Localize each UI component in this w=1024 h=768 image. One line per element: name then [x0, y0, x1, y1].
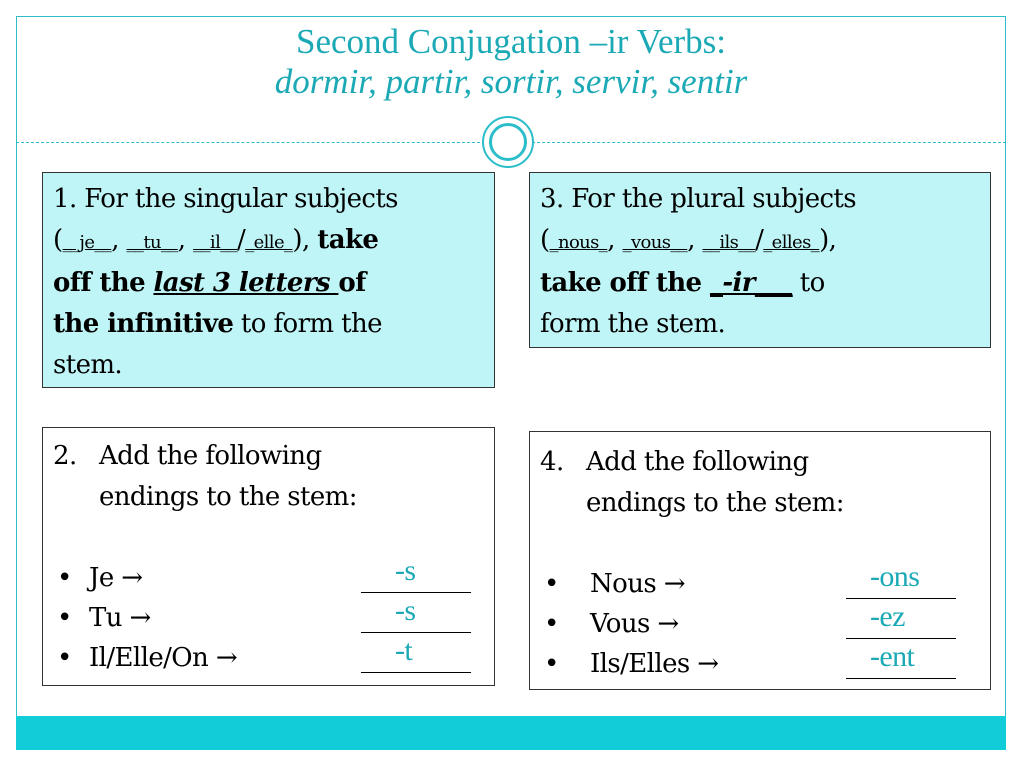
footer-bar: [16, 716, 1006, 750]
take-off-text: take off the: [540, 268, 710, 298]
slash: /: [755, 225, 764, 255]
title-line: Second Conjugation –ir Verbs:: [295, 22, 726, 61]
step-number: 4.: [540, 447, 564, 477]
subject-label: Vous →: [590, 609, 679, 639]
ending-answer: -ent: [870, 640, 915, 673]
answer-blank: [361, 558, 471, 593]
blank-il: __il__: [193, 232, 238, 253]
box-line: endings to the stem:: [586, 488, 844, 518]
box-line: [53, 263, 484, 304]
ending-answer: -t: [395, 634, 413, 667]
subject-blanks-line: [540, 220, 980, 263]
paren: (: [53, 225, 63, 255]
bullet-icon: •: [57, 643, 72, 673]
form-text: to form the: [233, 309, 382, 339]
take-text: take: [317, 225, 379, 255]
ending-answer: -ons: [870, 560, 920, 593]
ending-answer: -s: [395, 554, 416, 587]
box-line: [540, 442, 980, 483]
box-line: form the stem.: [540, 309, 726, 339]
subject-blanks-line: [53, 220, 484, 263]
box-line: endings to the stem:: [99, 482, 357, 512]
to-text: to: [792, 268, 825, 298]
list-item: [53, 554, 484, 598]
answer-phrase: last 3 letters: [153, 268, 339, 298]
verb-list: dormir, partir, sortir, servir, sentir: [274, 62, 748, 101]
comma: ,: [607, 225, 623, 255]
bullet-icon: •: [57, 563, 72, 593]
infinitive-text: the infinitive: [53, 309, 234, 339]
bullet-icon: •: [544, 569, 559, 599]
paren: ),: [292, 225, 318, 255]
slide-title: [16, 22, 1006, 102]
step-number: 2.: [53, 441, 77, 471]
paren: ),: [819, 225, 837, 255]
singular-endings-box: [42, 427, 495, 686]
subject-label: Ils/Elles →: [590, 649, 719, 679]
blank-tu: __tu__: [126, 232, 178, 253]
blank-elle: _elle_: [245, 232, 293, 253]
subject-label: Je →: [89, 563, 143, 593]
subject-label: Tu →: [89, 603, 151, 633]
box-line: [53, 304, 484, 345]
bullet-icon: •: [544, 649, 559, 679]
comma: ,: [177, 225, 194, 255]
box-line: 3. For the plural subjects: [540, 184, 857, 214]
subject-label: Nous →: [590, 569, 685, 599]
singular-stem-box: [42, 172, 495, 388]
of-text: of: [338, 268, 366, 298]
slash: /: [237, 225, 246, 255]
off-the-text: off the: [53, 268, 154, 298]
list-item: [53, 594, 484, 638]
blank-vous: _vous__: [622, 232, 688, 253]
list-item: [540, 640, 980, 684]
bullet-icon: •: [57, 603, 72, 633]
box-line: [540, 263, 980, 304]
list-item: [53, 634, 484, 678]
box-line: [53, 436, 484, 477]
step-text: Add the following: [586, 447, 809, 477]
ending-list: [540, 560, 980, 684]
answer-phrase: _-ir___: [709, 268, 793, 298]
box-line: 1. For the singular subjects: [53, 184, 398, 214]
blank-ils: __ils__: [702, 232, 756, 253]
blank-je: __je__: [62, 232, 112, 253]
blank-elles: _elles_: [763, 232, 820, 253]
answer-blank: [361, 598, 471, 633]
paren: (: [540, 225, 550, 255]
plural-endings-box: [529, 431, 991, 690]
ending-list: [53, 554, 484, 678]
comma: ,: [687, 225, 703, 255]
ending-answer: -s: [395, 594, 416, 627]
bullet-icon: •: [544, 609, 559, 639]
subject-label: Il/Elle/On →: [89, 643, 238, 673]
blank-nous: _nous_: [549, 232, 608, 253]
answer-blank: [361, 638, 471, 673]
ending-answer: -ez: [870, 600, 905, 633]
plural-stem-box: [529, 172, 991, 348]
list-item: [540, 560, 980, 604]
divider-ring-icon: [489, 123, 527, 161]
box-line: stem.: [53, 350, 123, 380]
comma: ,: [111, 225, 127, 255]
step-text: Add the following: [99, 441, 322, 471]
